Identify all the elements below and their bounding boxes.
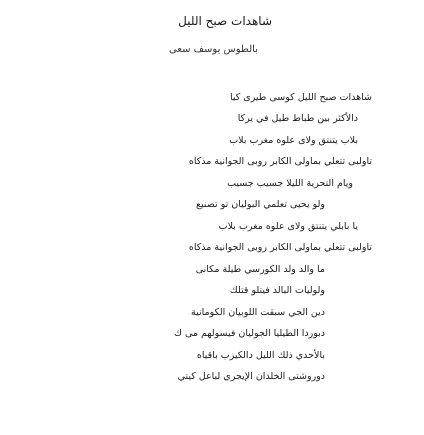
poem-line: شاهدات صبح الليل كوسى طيرى كيا	[229, 92, 372, 103]
poem-line: ما والد ولد الكورسي طيلة مكانى	[195, 264, 325, 275]
poem-title: شاهدات صبح الليل	[178, 14, 272, 28]
poem-line: تاولبى تتعلي بماولى الكابر روبى الجوانية مذكاه	[188, 156, 372, 167]
poem-line: دالأكثر بين طباط طيل في يركا	[237, 113, 358, 124]
poem-line: ويام التحرية الليلا جسيب جسيب	[227, 178, 353, 189]
poem-line: ولوليات البالد فيتلو قتلك	[229, 285, 325, 296]
poem-line: تاولبى تتعلي بماولى الكابر روبى الجوانية مذكاه	[188, 242, 372, 253]
poem-line: دبوردا الطيليا الجوليان فيسولهم مى ك	[174, 328, 325, 339]
poem-line: دين الجي سبقت اللوبيان الكومانية	[191, 307, 325, 318]
poem-line: بالأحدي ذلك الليل دالكيزب باقياه	[196, 350, 325, 361]
poem-line: ولو يحيى تعلمي البوليان تو تصنيع	[196, 199, 325, 210]
poem-line: بلاب يتنتق ولاى علوه مغرب بلاب	[229, 135, 358, 146]
poem-line: دوروشتى الخلدان الإيجري لباعل كيتي	[177, 371, 325, 382]
poem-author: بالطوس يوسف سعى	[168, 44, 258, 55]
poem-line: يا بابلي يتنتق ولاى علوه مغرب بلاب	[218, 221, 358, 232]
